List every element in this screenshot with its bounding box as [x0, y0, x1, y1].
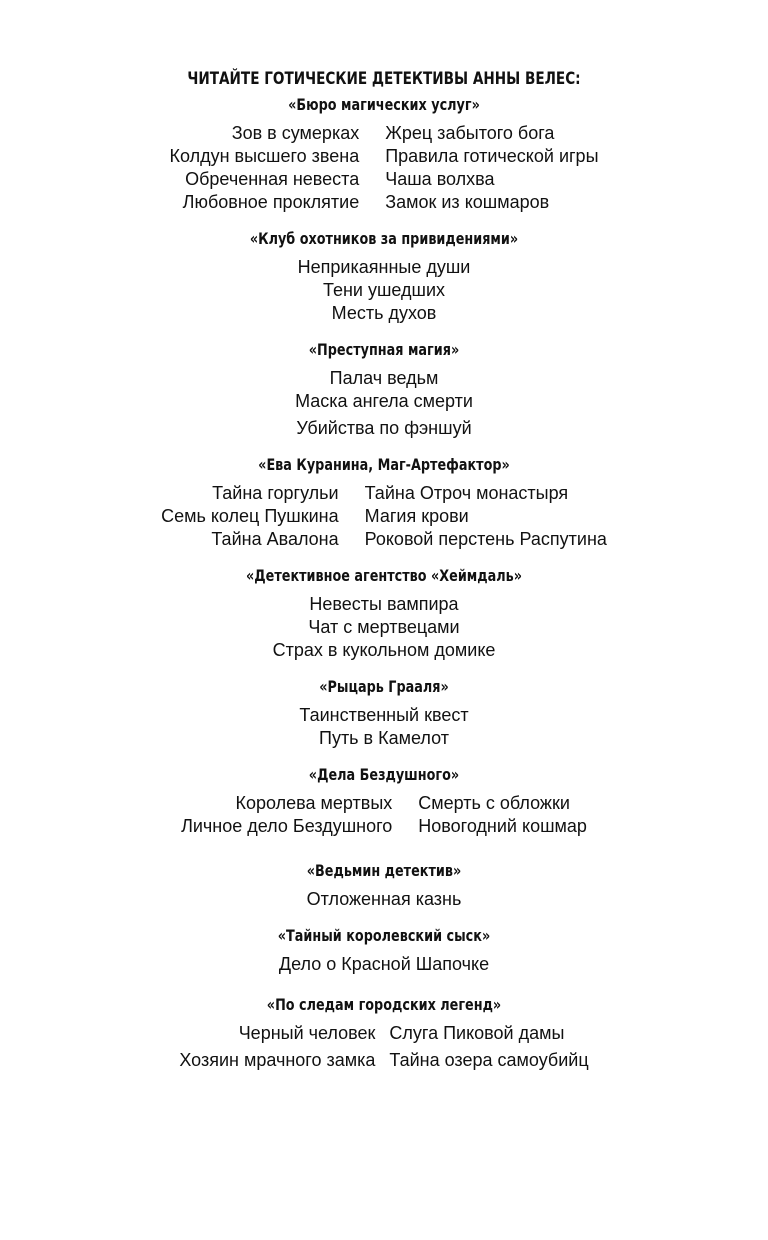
book-title: Зов в сумерках — [231, 123, 360, 143]
book-title: Отложенная казнь — [306, 889, 462, 909]
book-title: Черный человек — [238, 1023, 376, 1043]
book-title: Роковой перстень Распутина — [364, 529, 607, 549]
book-title: Семь колец Пушкина — [161, 506, 339, 526]
book-title: Слуга Пиковой дамы — [389, 1023, 565, 1043]
book-title: Неприкаянные души — [297, 257, 471, 277]
series-title: «Бюро магических услуг» — [288, 95, 480, 114]
main-title: ЧИТАЙТЕ ГОТИЧЕСКИЕ ДЕТЕКТИВЫ АННЫ ВЕЛЕС: — [187, 69, 581, 89]
series-title: «По следам городских легенд» — [266, 995, 502, 1014]
book-title: Обреченная невеста — [185, 169, 360, 189]
book-title: Убийства по фэншуй — [296, 418, 472, 438]
series-section — [0, 228, 768, 325]
series-section — [0, 994, 768, 1072]
book-title: Смерть с обложки — [418, 793, 570, 813]
book-title: Невесты вампира — [309, 594, 459, 614]
series-section — [0, 676, 768, 750]
book-grid — [0, 482, 768, 551]
book-title: Тайна озера самоубийц — [389, 1050, 589, 1070]
series-title: «Тайный королевский сыск» — [277, 926, 491, 945]
book-title: Страх в кукольном домике — [272, 640, 496, 660]
book-title: Таинственный квест — [299, 705, 469, 725]
book-title: Личное дело Бездушного — [181, 816, 393, 836]
series-title: «Детективное агентство «Хеймдаль» — [245, 566, 522, 585]
book-title: Путь в Камелот — [319, 728, 449, 748]
book-title: Месть духов — [331, 303, 437, 323]
book-title: Тайна Отроч монастыря — [364, 483, 569, 503]
book-title: Палач ведьм — [329, 368, 439, 388]
series-title: «Ведьмин детектив» — [306, 861, 462, 880]
book-title: Тени ушедших — [322, 280, 446, 300]
series-section — [0, 925, 768, 976]
book-list-page — [0, 68, 768, 1072]
book-grid — [0, 1022, 768, 1072]
series-section — [0, 764, 768, 838]
series-title: «Ева Куранина, Маг-Артефактор» — [258, 455, 510, 474]
series-title: «Рыцарь Грааля» — [319, 677, 449, 696]
series-title: «Преступная магия» — [308, 340, 460, 359]
book-title: Замок из кошмаров — [385, 192, 550, 212]
book-title: Новогодний кошмар — [418, 816, 587, 836]
book-title: Чат с мертвецами — [308, 617, 460, 637]
book-title: Маска ангела смерти — [295, 391, 473, 411]
book-title: Королева мертвых — [235, 793, 393, 813]
book-title: Тайна Авалона — [211, 529, 339, 549]
series-title: «Клуб охотников за привидениями» — [249, 229, 519, 248]
book-title: Любовное проклятие — [182, 192, 360, 212]
series-section — [0, 860, 768, 911]
book-grid — [0, 122, 768, 214]
book-title: Хозяин мрачного замка — [179, 1050, 376, 1070]
series-section — [0, 454, 768, 551]
book-title: Чаша волхва — [385, 169, 495, 189]
book-title: Колдун высшего звена — [169, 146, 360, 166]
series-section — [0, 565, 768, 662]
series-section — [0, 94, 768, 214]
book-title: Дело о Красной Шапочке — [278, 954, 490, 974]
book-title: Тайна горгульи — [212, 483, 339, 503]
series-title: «Дела Бездушного» — [308, 765, 460, 784]
book-title: Жрец забытого бога — [385, 123, 555, 143]
book-title: Правила готической игры — [385, 146, 599, 166]
book-grid — [0, 792, 768, 838]
series-section — [0, 339, 768, 440]
book-title: Магия крови — [364, 506, 469, 526]
